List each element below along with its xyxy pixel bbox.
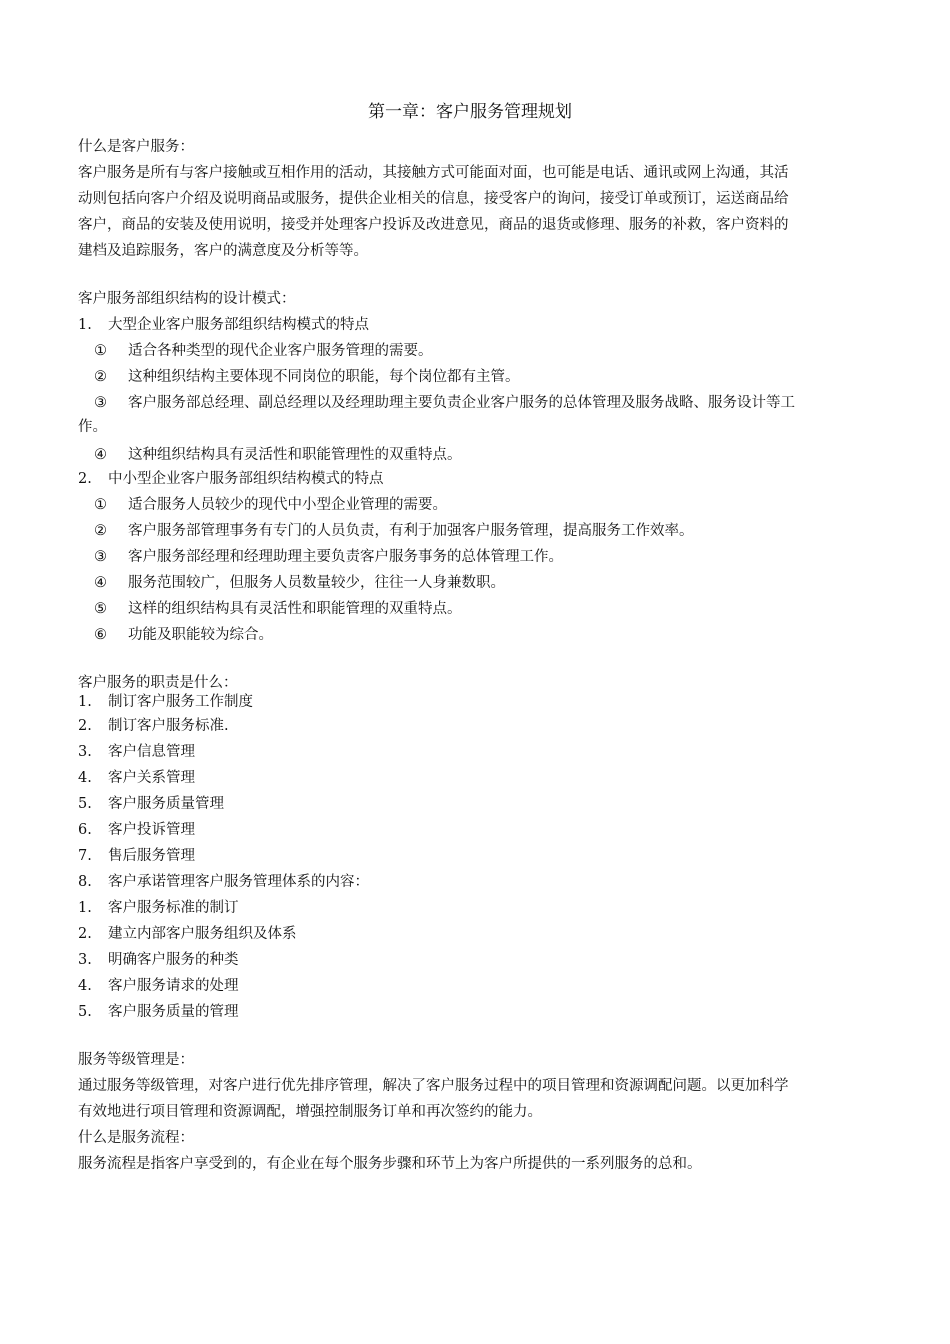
sub-list-item bbox=[94, 492, 447, 518]
sub-list-item bbox=[94, 622, 273, 648]
sub-list-text: 适合各种类型的现代企业客户服务管理的需要。 bbox=[128, 343, 433, 359]
list-item bbox=[78, 765, 878, 791]
circled-number: ① bbox=[94, 497, 107, 513]
circled-number: ③ bbox=[94, 395, 107, 411]
sub-list-item bbox=[94, 518, 694, 544]
sub-list-text: 适合服务人员较少的现代中小型企业管理的需要。 bbox=[128, 497, 447, 513]
list-item bbox=[78, 973, 878, 999]
list-item bbox=[78, 947, 878, 973]
section-heading-org-structure: 客户服务部组织结构的设计模式： bbox=[78, 291, 296, 307]
list-number: 1. bbox=[78, 900, 92, 916]
paragraph-line: 客户服务是所有与客户接触或互相作用的活动，其接触方式可能面对面，也可能是电话、通讯或网上沟通，其活 bbox=[78, 165, 789, 181]
sub-list-text: 客户服务部总经理、副总经理以及经理助理主要负责企业客户服务的总体管理及服务战略、服务设计等工 bbox=[128, 395, 795, 411]
list-item bbox=[78, 713, 878, 739]
list-item bbox=[78, 895, 878, 921]
list-text: 客户承诺管理客户服务管理体系的内容： bbox=[108, 874, 369, 890]
list-text: 客户服务标准的制订 bbox=[108, 900, 239, 916]
list-item bbox=[78, 817, 878, 843]
list-number: 5. bbox=[78, 1004, 92, 1020]
sub-list-item bbox=[94, 390, 795, 416]
list-text: 客户服务质量的管理 bbox=[108, 1004, 239, 1020]
paragraph-line: 服务流程是指客户享受到的，有企业在每个服务步骤和环节上为客户所提供的一系列服务的总和。 bbox=[78, 1156, 702, 1172]
paragraph-line: 建档及追踪服务，客户的满意度及分析等等。 bbox=[78, 243, 368, 259]
list-text: 客户服务质量管理 bbox=[108, 796, 224, 812]
section-heading-customer-service: 什么是客户服务： bbox=[78, 139, 194, 155]
list-number: 8. bbox=[78, 874, 92, 890]
list-text: 明确客户服务的种类 bbox=[108, 952, 239, 968]
section-heading-service-process: 什么是服务流程： bbox=[78, 1130, 194, 1146]
list-item bbox=[78, 791, 878, 817]
paragraph-line: 通过服务等级管理，对客户进行优先排序管理，解决了客户服务过程中的项目管理和资源调配问题。以更加科学 bbox=[78, 1078, 789, 1094]
sub-list-item bbox=[94, 544, 563, 570]
sub-list-text: 这种组织结构具有灵活性和职能管理性的双重特点。 bbox=[128, 447, 462, 463]
sub-list-text: 客户服务部管理事务有专门的人员负责，有利于加强客户服务管理，提高服务工作效率。 bbox=[128, 523, 694, 539]
sub-list-continuation: 作。 bbox=[78, 419, 107, 435]
circled-number: ③ bbox=[94, 549, 107, 565]
sub-list-item bbox=[94, 596, 462, 622]
circled-number: ② bbox=[94, 523, 107, 539]
list-text: 大型企业客户服务部组织结构模式的特点 bbox=[108, 317, 369, 333]
list-number: 3. bbox=[78, 744, 92, 760]
list-item bbox=[78, 921, 878, 947]
sub-list-item bbox=[94, 364, 520, 390]
list-number: 1. bbox=[78, 317, 92, 333]
list-text: 制订客户服务标准. bbox=[108, 718, 229, 734]
list-number: 6. bbox=[78, 822, 92, 838]
sub-list-item bbox=[94, 442, 462, 468]
list-text: 客户投诉管理 bbox=[108, 822, 195, 838]
list-number: 1. bbox=[78, 694, 92, 710]
list-number: 4. bbox=[78, 978, 92, 994]
list-item bbox=[78, 843, 878, 869]
list-text: 中小型企业客户服务部组织结构模式的特点 bbox=[108, 471, 384, 487]
sub-list-text: 功能及职能较为综合。 bbox=[128, 627, 273, 643]
paragraph-line: 客户，商品的安装及使用说明，接受并处理客户投诉及改进意见，商品的退货或修理、服务的补救，客户资料的 bbox=[78, 217, 789, 233]
paragraph-line: 有效地进行项目管理和资源调配，增强控制服务订单和再次签约的能力。 bbox=[78, 1104, 542, 1120]
list-item bbox=[78, 689, 878, 715]
list-number: 2. bbox=[78, 926, 92, 942]
sub-list-item bbox=[94, 338, 433, 364]
sub-list-text: 客户服务部经理和经理助理主要负责客户服务事务的总体管理工作。 bbox=[128, 549, 563, 565]
list-text: 客户关系管理 bbox=[108, 770, 195, 786]
circled-number: ① bbox=[94, 343, 107, 359]
list-number: 4. bbox=[78, 770, 92, 786]
list-text: 客户信息管理 bbox=[108, 744, 195, 760]
circled-number: ④ bbox=[94, 575, 107, 591]
list-item bbox=[78, 869, 878, 895]
list-item bbox=[78, 999, 878, 1025]
circled-number: ④ bbox=[94, 447, 107, 463]
section-heading-responsibilities: 客户服务的职责是什么： bbox=[78, 675, 238, 691]
circled-number: ⑤ bbox=[94, 601, 107, 617]
list-item bbox=[78, 466, 878, 492]
sub-list-text: 这种组织结构主要体现不同岗位的职能，每个岗位都有主管。 bbox=[128, 369, 520, 385]
list-number: 3. bbox=[78, 952, 92, 968]
paragraph-line: 动则包括向客户介绍及说明商品或服务，提供企业相关的信息，接受客户的询问，接受订单或预订，运送商品给 bbox=[78, 191, 789, 207]
section-heading-service-level: 服务等级管理是： bbox=[78, 1052, 194, 1068]
list-number: 7. bbox=[78, 848, 92, 864]
list-number: 2. bbox=[78, 471, 92, 487]
list-item bbox=[78, 739, 878, 765]
list-item bbox=[78, 312, 878, 338]
sub-list-text: 服务范围较广，但服务人员数量较少，往往一人身兼数职。 bbox=[128, 575, 505, 591]
circled-number: ⑥ bbox=[94, 627, 107, 643]
list-text: 制订客户服务工作制度 bbox=[108, 694, 253, 710]
page-title: 第一章：客户服务管理规划 bbox=[368, 102, 572, 122]
sub-list-item bbox=[94, 570, 505, 596]
list-text: 售后服务管理 bbox=[108, 848, 195, 864]
list-number: 2. bbox=[78, 718, 92, 734]
list-text: 建立内部客户服务组织及体系 bbox=[108, 926, 297, 942]
circled-number: ② bbox=[94, 369, 107, 385]
list-number: 5. bbox=[78, 796, 92, 812]
sub-list-text: 这样的组织结构具有灵活性和职能管理的双重特点。 bbox=[128, 601, 462, 617]
list-text: 客户服务请求的处理 bbox=[108, 978, 239, 994]
